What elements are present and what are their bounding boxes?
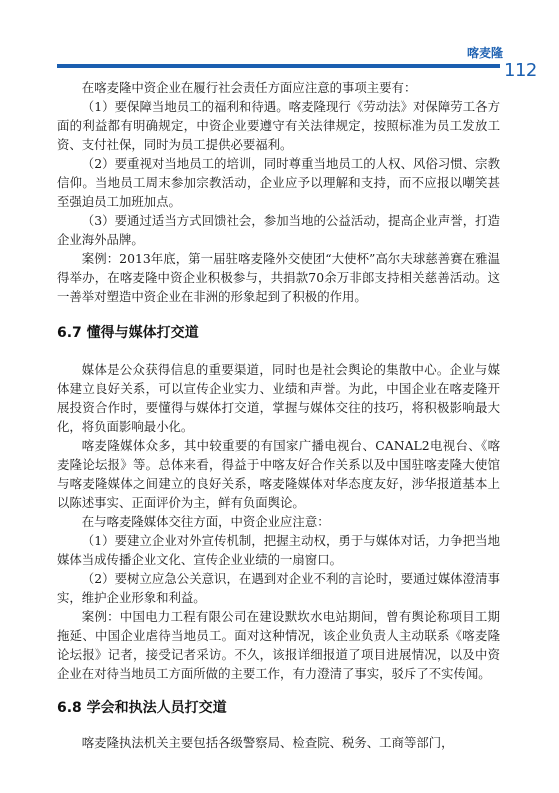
section-heading-media: 6.7 懂得与媒体打交道 (57, 325, 199, 341)
media-notes-intro-paragraph: 在与喀麦隆媒体交往方面，中资企业应注意： (81, 514, 330, 529)
header-rule (57, 64, 500, 68)
media-item-1-paragraph: （1）要建立企业对外宣传机制，把握主动权，勇于与媒体对话，力争把当地媒体当成传播企业文化、宣传企业业绩的一扇窗口。 (57, 533, 500, 567)
csr-intro-paragraph: 在喀麦隆中资企业在履行社会责任方面应注意的事项主要有： (81, 80, 417, 95)
media-landscape-paragraph: 喀麦隆媒体众多，其中较重要的有国家广播电视台、CANAL2电视台、《喀麦隆论坛报》等。总体来看，得益于中喀友好合作关系以及中国驻喀麦隆大使馆与喀麦隆媒体之间建立的良好关系，喀麦隆媒体对华态度友好，涉华报道基本上以陈述事实、正面评价为主，鲜有负面舆论。 (57, 438, 500, 510)
page-number: 112 (504, 60, 537, 81)
media-item-2-paragraph: （2）要树立应急公关意识，在遇到对企业不利的言论时，要通过媒体澄清事实，维护企业形象和利益。 (57, 571, 500, 605)
media-case-paragraph: 案例：中国电力工程有限公司在建设默坎水电站期间，曾有舆论称项目工期拖延、中国企业虐待当地员工。面对这种情况，该企业负责人主动联系《喀麦隆论坛报》记者，接受记者采访。不久，该报详细报道了项目进展情况，以及中资企业在对待当地员工方面所做的主要工作，有力澄清了事实，驳斥了不实传闻。 (57, 609, 500, 681)
csr-item-2-paragraph: （2）要重视对当地员工的培训，同时尊重当地员工的人权、风俗习惯、宗教信仰。当地员工周末参加宗教活动，企业应予以理解和支持，而不应报以嘲笑甚至强迫员工加班加点。 (57, 156, 500, 209)
csr-case-paragraph: 案例：2013年底，第一届驻喀麦隆外交使团“大使杯”高尔夫球慈善赛在雅温得举办，在喀麦隆中资企业积极参与，共捐款70余万非郎支持相关慈善活动。这一善举对塑造中资企业在非洲的形象起到了积极的作用。 (57, 251, 500, 304)
media-intro-paragraph: 媒体是公众获得信息的重要渠道，同时也是社会舆论的集散中心。企业与媒体建立良好关系，可以宣传企业实力、业绩和声誉。为此，中国企业在喀麦隆开展投资合作时，要懂得与媒体打交道，掌握与媒体交往的技巧，将积极影响最大化，将负面影响最小化。 (57, 362, 500, 434)
header-country-label: 喀麦隆 (466, 46, 503, 60)
csr-item-1-paragraph: （1）要保障当地员工的福利和待遇。喀麦隆现行《劳动法》对保障劳工各方面的利益都有明确规定，中资企业要遵守有关法律规定，按照标准为员工发放工资、支付社保，同时为员工提供必要福利。 (57, 99, 500, 152)
page-body (57, 78, 500, 752)
csr-item-3-paragraph: （3）要通过适当方式回馈社会，参加当地的公益活动，提高企业声誉，打造企业海外品牌。 (57, 213, 500, 247)
law-intro-paragraph: 喀麦隆执法机关主要包括各级警察局、检查院、税务、工商等部门， (81, 735, 454, 750)
section-heading-law-enforcement: 6.8 学会和执法人员打交道 (57, 700, 227, 716)
